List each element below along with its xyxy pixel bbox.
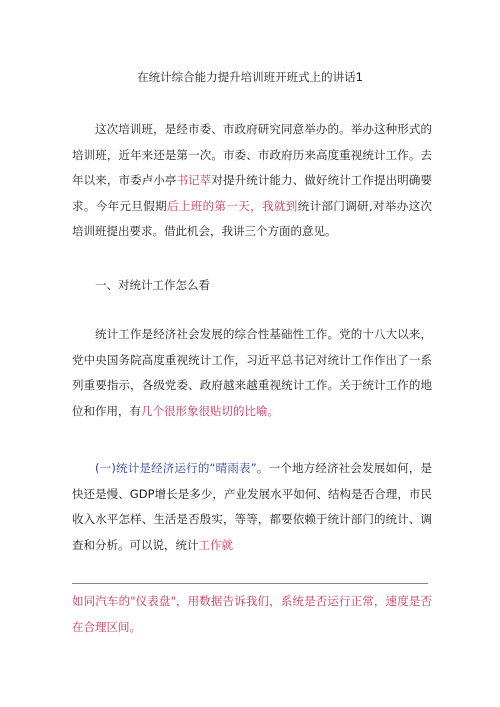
subsection1-highlight: 工作就 (198, 537, 233, 552)
section1-highlight: 几个很形象很贴切的比喻。 (141, 403, 279, 418)
paragraph-section1 (72, 322, 432, 424)
section1-text: 统计工作是经济社会发展的综合性基础性工作。党的十八大以来，党中央国务院高度重视统计工作，习近平总书记对统计工作作出了一系列重要指示，各级党委、政府越来越重视统计工作。关于统计工作的地位和作用，有 (72, 327, 432, 418)
intro-text-3: 统计部门调研,对举办这次培训班提出要求。借此机会，我讲三个方面的意见。 (72, 198, 433, 238)
page-divider (72, 583, 428, 584)
subsection1-heading: (一)统计是经济运行的“晴雨表” (95, 461, 257, 475)
section-heading-1: 一、对统计工作怎么看 (95, 278, 210, 292)
subsection1-text: 。一个地方经济社会发展如何，是快还是慢、GDP增长是多少，产业发展水平如何、结构是否合理，市民收入水平怎样、生活是否殷实，等等，都要依赖于统计部门的统计、调查和分析。可以说，统计 (72, 461, 433, 552)
intro-text-2: 对提升统计能力、做好统计工作提出明确要求。今年元旦假期 (72, 173, 433, 213)
document-title: 在统计综合能力提升培训班开班式上的讲话1 (137, 70, 363, 84)
paragraph-subsection1 (72, 456, 432, 558)
paragraph-intro (72, 117, 432, 245)
intro-text-1: 这次培训班，是经市委、市政府研究同意举办的。举办这种形式的培训班，近年来还是第一次。市委、市政府历来高度重视统计工作。去年以来，市委卢小亭 (72, 122, 432, 187)
intro-highlight-2: 后上班的第一天，我就到 (167, 198, 298, 213)
paragraph-continuation: 如同汽车的"仪表盘"，用数据告诉我们，系统是否运行正常，速度是否在合理区间。 (72, 594, 432, 634)
intro-highlight-1: 书记萃 (176, 173, 212, 187)
